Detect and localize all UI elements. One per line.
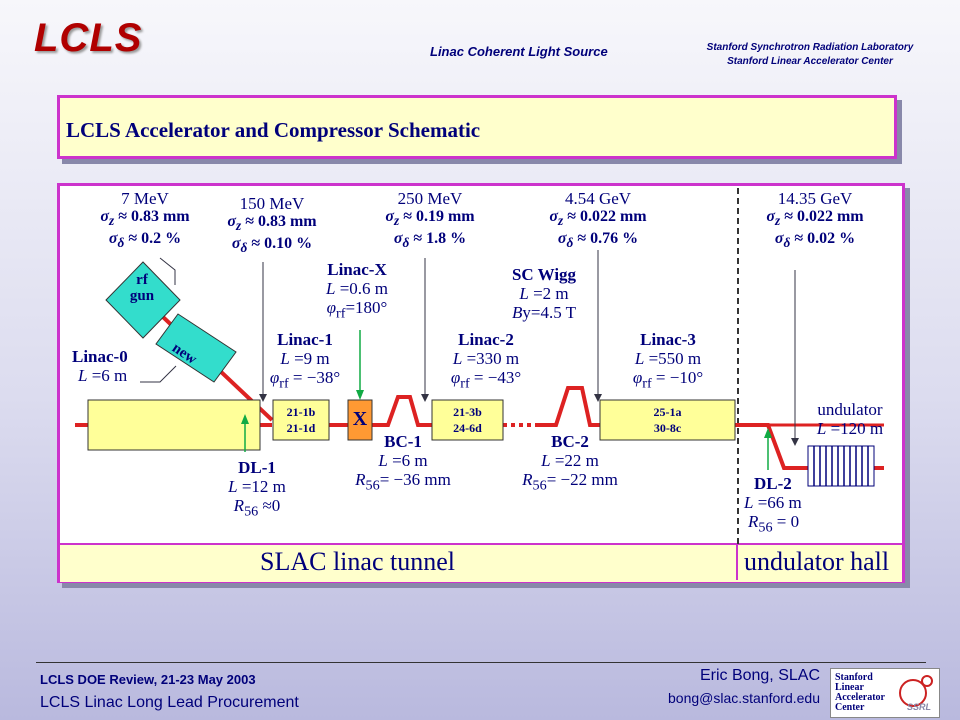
energy-label-0 xyxy=(85,190,205,252)
scwigg-field: By=4.5 T xyxy=(511,303,577,322)
footer-review: LCLS DOE Review, 21-23 May 2003 xyxy=(40,672,256,687)
header-title: Linac Coherent Light Source xyxy=(430,44,608,59)
sigma-z: $\sigma_z \approx 0.83$ mm xyxy=(100,208,190,229)
footer-topic: LCLS Linac Long Lead Procurement xyxy=(40,694,299,711)
bc1-r56: $R_{56}= -36$ mm xyxy=(355,470,451,494)
linac1-sectors xyxy=(273,404,329,436)
energy-label-1 xyxy=(212,195,332,257)
linac3-phase: $\varphi_{rf} = -10^\circ$ xyxy=(632,368,704,392)
linacx-phase: $\varphi_{rf}=180^\circ$ xyxy=(326,298,388,322)
sigma-delta: $\sigma_\delta \approx 1.8$ % xyxy=(393,230,467,251)
linac1-label xyxy=(260,330,350,393)
energy-value: 14.35 GeV xyxy=(777,189,853,208)
linac1-length: L =9 m xyxy=(280,349,330,368)
sigma-z: $\sigma_z \approx 0.022$ mm xyxy=(766,208,864,229)
dl2-name: DL-2 xyxy=(754,474,792,493)
sigma-delta: $\sigma_\delta \approx 0.10$ % xyxy=(231,235,313,256)
dl1-name: DL-1 xyxy=(238,458,276,477)
undulator-length: L =120 m xyxy=(816,419,884,438)
dl2-label xyxy=(730,474,830,537)
linacx-name: Linac-X xyxy=(327,260,387,279)
energy-label-4 xyxy=(745,190,885,252)
linac3-label xyxy=(618,330,718,393)
linac3-name: Linac-3 xyxy=(640,330,696,349)
bc2-length: L =22 m xyxy=(541,451,599,470)
linac0-label xyxy=(72,347,152,385)
sector-label: 21-1d xyxy=(286,421,316,435)
footer-rule xyxy=(36,662,926,663)
linac1-name: Linac-1 xyxy=(277,330,333,349)
header-lab-line1: Stanford Synchrotron Radiation Laboratory xyxy=(706,42,914,53)
slac-logo xyxy=(830,668,940,718)
dl2-length: L =66 m xyxy=(744,493,802,512)
bc1-label xyxy=(338,432,468,495)
bc1-name: BC-1 xyxy=(384,432,422,451)
rf-gun-label-1: rf xyxy=(136,272,148,288)
energy-label-2 xyxy=(365,190,495,252)
linac0-box xyxy=(88,400,260,450)
undulator-name: undulator xyxy=(817,400,883,419)
sector-label: 25-1a xyxy=(653,405,682,419)
logo-line: Stanford xyxy=(835,672,873,683)
dl1-length: L =12 m xyxy=(228,477,286,496)
rf-gun-label-2: gun xyxy=(129,288,155,304)
sector-label: 21-1b xyxy=(286,405,316,419)
logo-line: Accelerator xyxy=(835,692,885,703)
tunnel-label: SLAC linac tunnel xyxy=(260,547,455,576)
page-title: LCLS Accelerator and Compressor Schematic xyxy=(66,118,481,142)
energy-label-3 xyxy=(528,190,668,252)
bc1-length: L =6 m xyxy=(378,451,428,470)
logo-line: Center xyxy=(835,702,865,713)
lcls-logo: LCLS xyxy=(34,16,143,60)
dl2-r56: $R_{56} = 0$ xyxy=(748,512,800,536)
linac2-name: Linac-2 xyxy=(458,330,514,349)
rf-gun-label xyxy=(122,272,162,304)
energy-value: 250 MeV xyxy=(397,189,463,208)
slac-logo-text xyxy=(835,673,885,713)
beamline-segment xyxy=(735,425,808,468)
bc1-chicane xyxy=(372,397,432,425)
arrow-gun xyxy=(160,258,175,285)
sigma-z: $\sigma_z \approx 0.83$ mm xyxy=(227,213,317,234)
linacx-length: L =0.6 m xyxy=(325,279,389,298)
sector-label: 21-3b xyxy=(453,405,482,419)
scwigg-label xyxy=(494,265,594,322)
bc2-name: BC-2 xyxy=(551,432,589,451)
linac0-length: L =6 m xyxy=(78,366,128,385)
energy-value: 150 MeV xyxy=(239,194,305,213)
dl1-r56: $R_{56} \approx 0$ xyxy=(233,496,281,520)
sector-label: 30-8c xyxy=(653,421,682,435)
footer-email[interactable]: bong@slac.stanford.edu xyxy=(668,690,820,706)
new-section-label: new xyxy=(169,340,200,368)
sigma-z: $\sigma_z \approx 0.19$ mm xyxy=(385,208,475,229)
hall-label: undulator hall xyxy=(744,547,890,576)
bc2-label xyxy=(505,432,635,495)
ssrl-text: SSRL xyxy=(907,702,932,712)
sigma-delta: $\sigma_\delta \approx 0.76$ % xyxy=(557,230,639,251)
header-lab-line2: Stanford Linear Accelerator Center xyxy=(727,56,893,67)
sigma-delta: $\sigma_\delta \approx 0.02$ % xyxy=(774,230,856,251)
bc2-r56: $R_{56}= -22$ mm xyxy=(522,470,618,494)
energy-value: 7 MeV xyxy=(121,189,169,208)
linac2-length: L =330 m xyxy=(452,349,520,368)
energy-value: 4.54 GeV xyxy=(564,189,632,208)
linacx-label xyxy=(312,260,402,323)
sector-label: 24-6d xyxy=(453,421,482,435)
sigma-z: $\sigma_z \approx 0.022$ mm xyxy=(549,208,647,229)
linac1-phase: $\varphi_{rf} = -38^\circ$ xyxy=(269,368,341,392)
sigma-delta: $\sigma_\delta \approx 0.2$ % xyxy=(108,230,182,251)
logo-line: Linear xyxy=(835,682,864,693)
scwigg-name: SC Wigg xyxy=(511,265,577,284)
linac0-name: Linac-0 xyxy=(72,347,128,366)
dl1-label xyxy=(212,458,302,521)
linac2-phase: $\varphi_{rf} = -43^\circ$ xyxy=(450,368,522,392)
footer-author: Eric Bong, SLAC xyxy=(699,667,820,684)
linac2-label xyxy=(436,330,536,393)
linacx-box-label: X xyxy=(352,408,368,430)
bc2-chicane xyxy=(538,388,600,425)
scwigg-length: L =2 m xyxy=(519,284,569,303)
linac3-length: L =550 m xyxy=(634,349,702,368)
undulator-label xyxy=(800,400,900,438)
